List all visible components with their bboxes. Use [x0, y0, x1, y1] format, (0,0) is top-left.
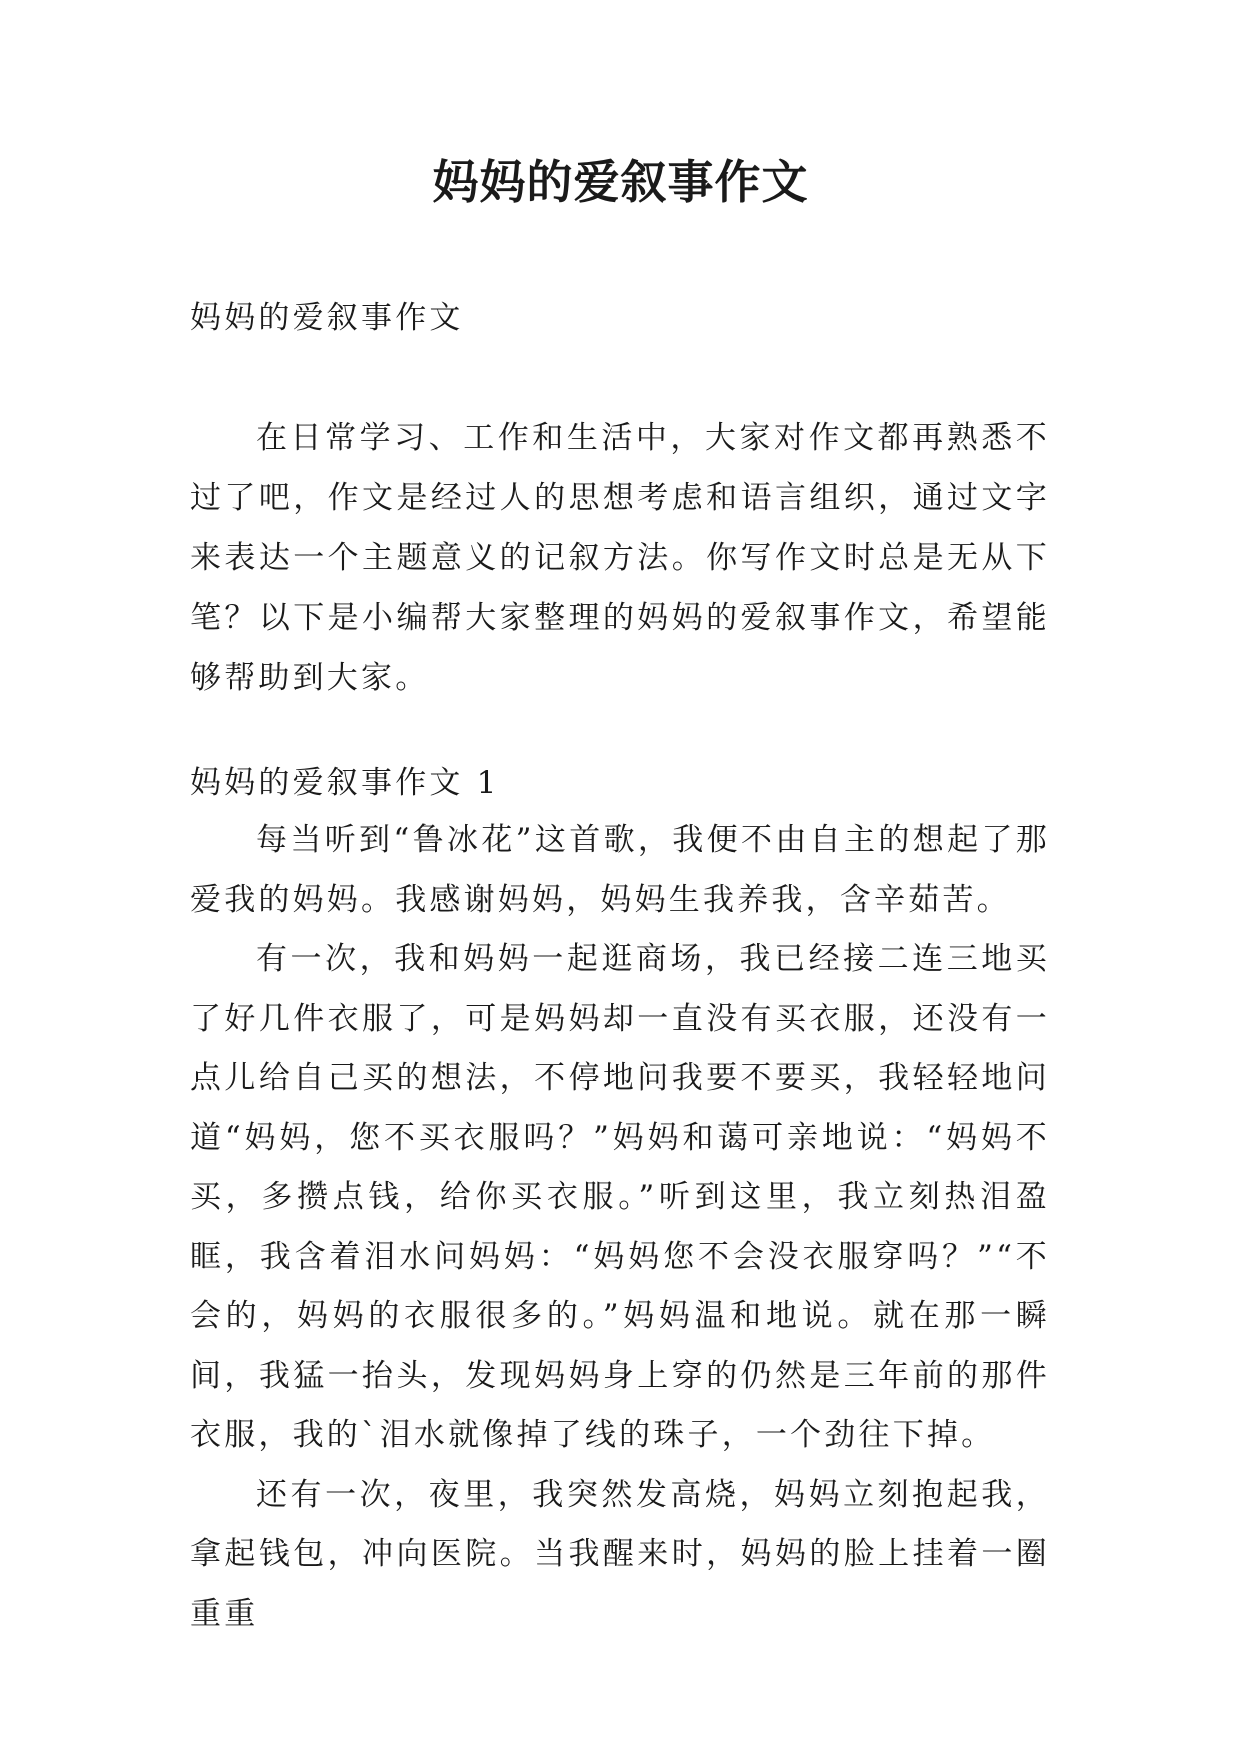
essay-body — [190, 811, 1050, 1644]
document-subtitle: 妈妈的爱叙事作文 — [190, 300, 464, 336]
essay-paragraph: 还有一次，夜里，我突然发高烧，妈妈立刻抱起我，拿起钱包，冲向医院。当我醒来时，妈妈的脸上挂着一圈重重 — [190, 1476, 1050, 1632]
essay-paragraph: 每当听到“鲁冰花”这首歌，我便不由自主的想起了那爱我的妈妈。我感谢妈妈，妈妈生我养我，含辛茹苦。 — [190, 822, 1050, 918]
document-title: 妈妈的爱叙事作文 — [432, 155, 809, 209]
intro-paragraph: 在日常学习、工作和生活中，大家对作文都再熟悉不过了吧，作文是经过人的思想考虑和语言组织，通过文字来表达一个主题意义的记叙方法。你写作文时总是无从下笔？以下是小编帮大家整理的妈妈的爱叙事作文，希望能够帮助到大家。 — [190, 420, 1050, 696]
section-heading: 妈妈的爱叙事作文 1 — [190, 765, 500, 801]
essay-paragraph: 有一次，我和妈妈一起逛商场，我已经接二连三地买了好几件衣服了，可是妈妈却一直没有买衣服，还没有一点儿给自己买的想法，不停地问我要不要买，我轻轻地问道“妈妈，您不买衣服吗？”妈妈和蔼可亲地说：“妈妈不买，多攒点钱，给你买衣服。”听到这里，我立刻热泪盈眶，我含着泪水问妈妈：“妈妈您不会没衣服穿吗？”“不会的，妈妈的衣服很多的。”妈妈温和地说。就在那一瞬间，我猛一抬头，发现妈妈身上穿的仍然是三年前的那件衣服，我的`泪水就像掉了线的珠子，一个劲往下掉。 — [190, 941, 1050, 1453]
